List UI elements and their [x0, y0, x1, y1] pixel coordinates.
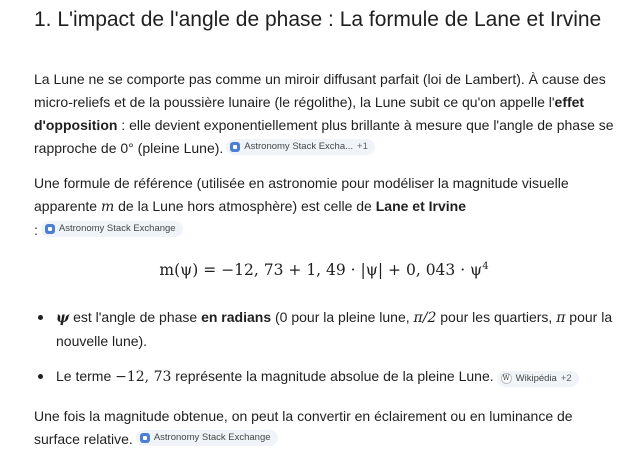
source-chip-label: Astronomy Stack Exchange [58, 223, 176, 234]
math-inline: −12, 73 [115, 369, 172, 385]
list-text: représente la magnitude absolue de la pleine Lune. [171, 368, 494, 384]
math-symbol: ψ [56, 310, 70, 326]
source-icon [140, 433, 150, 443]
source-icon [45, 224, 55, 234]
source-chip-label: Astronomy Stack Excha... [244, 141, 354, 152]
paragraph-text: de la Lune hors atmosphère) est celle de [114, 198, 376, 214]
source-chip-label: Astronomy Stack Exchange [153, 432, 271, 443]
list-text: (0 pour la pleine lune, [271, 309, 414, 325]
source-chip[interactable] [226, 139, 375, 155]
paragraph-reference-formula [34, 172, 614, 242]
wikipedia-icon: W [502, 374, 510, 382]
math-formula [34, 258, 614, 283]
math-inline: π [556, 310, 566, 326]
paragraph-conversion [34, 405, 614, 451]
paragraph-text: : [34, 222, 38, 238]
paragraph-text: : elle devient exponentiellement plus brillante à mesure que l'angle de phase se rapproche de 0° (pleine Lune). [34, 117, 614, 156]
list-item [34, 365, 614, 389]
bullet-list [34, 306, 614, 389]
source-chip[interactable] [41, 221, 183, 237]
list-text: pour la nouvelle lune). [56, 309, 613, 349]
bold-term: en radians [201, 309, 272, 325]
math-inline: π/2 [413, 310, 437, 326]
source-chip-label: Wikipédia [515, 372, 557, 384]
list-text: Le terme [56, 368, 116, 384]
paragraph-text: Une fois la magnitude obtenue, on peut la convertir en éclairement ou en luminance de surface relative. [34, 408, 573, 447]
source-chip[interactable] [136, 430, 278, 446]
paragraph-opposition-effect [34, 68, 614, 160]
math-variable: m [100, 199, 115, 215]
bold-term: effet d'opposition [34, 94, 585, 133]
bold-term: Lane et Irvine [375, 198, 466, 214]
formula-lhs: m(ψ) = [159, 261, 222, 279]
paragraph-text: La Lune ne se comporte pas comme un miroir diffusant parfait (loi de Lambert). À cause des micro-reliefs et de la poussière lunaire (le régolithe), la Lune subit ce qu'on appelle l' [34, 71, 606, 110]
list-text: pour les quartiers, [436, 309, 557, 325]
paragraph-text: Une formule de référence (utilisée en astronomie pour modéliser la magnitude visuelle apparente [34, 175, 569, 214]
source-chip-count: +2 [560, 372, 572, 384]
source-chip[interactable] [497, 371, 579, 387]
list-item [34, 306, 614, 353]
source-icon [230, 142, 240, 152]
formula-exponent: 4 [482, 260, 489, 272]
source-chip-count: +1 [357, 141, 368, 152]
formula-rhs: −12, 73 + 1, 49 · |ψ| + 0, 043 · ψ [221, 261, 483, 279]
list-text: est l'angle de phase [69, 309, 202, 325]
section-heading: 1. L'impact de l'angle de phase : La formule de Lane et Irvine [34, 8, 602, 31]
